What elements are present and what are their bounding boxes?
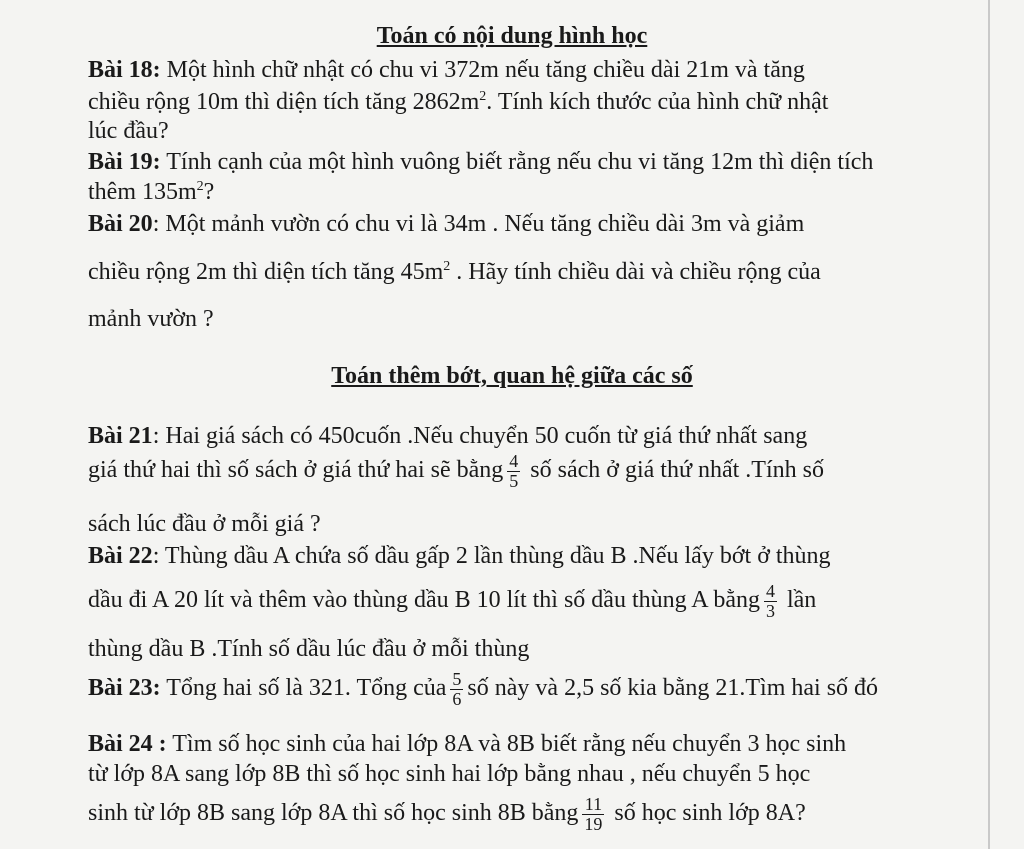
- problem-21-line-3: sách lúc đầu ở mỗi giá ?: [88, 511, 321, 537]
- section-title-relations: Toán thêm bớt, quan hệ giữa các số: [331, 363, 693, 389]
- problem-22-line-3: thùng dầu B .Tính số dầu lúc đầu ở mỗi thùng: [88, 636, 530, 662]
- page-edge: [988, 0, 990, 849]
- problem-label: Bài 20: [88, 211, 153, 237]
- problem-label: Bài 23:: [88, 675, 161, 702]
- problem-21-line-1: Bài 21: Hai giá sách có 450cuốn .Nếu chuyển 50 cuốn từ giá thứ nhất sang: [88, 423, 808, 449]
- fraction: $\frac{5}{6}$: [452, 669, 462, 709]
- fraction: $\frac{4}{5}$: [509, 451, 519, 491]
- problem-label: Bài 21: [88, 423, 153, 449]
- problem-23-line-1: Bài 23: Tổng hai số là 321. Tổng của $\frac{5}{6}$ số này và 2,5 số kia bằng 21.Tìm hai số đó: [88, 669, 879, 709]
- problem-19-line-1: Bài 19: Tính cạnh của một hình vuông biết rằng nếu chu vi tăng 12m thì diện tích: [88, 149, 874, 175]
- problem-24-line-3: sinh từ lớp 8B sang lớp 8A thì số học sinh 8B bằng $\frac{11}{19}$ số học sinh lớp 8A?: [88, 794, 806, 834]
- fraction: $\frac{4}{3}$: [765, 581, 775, 621]
- problem-18-line-3: lúc đầu?: [88, 118, 169, 144]
- problem-18-line-1: Bài 18: Một hình chữ nhật có chu vi 372m nếu tăng chiều dài 21m và tăng: [88, 57, 805, 83]
- problem-18-line-2: chiều rộng 10m thì diện tích tăng $2862m^2$. Tính kích thước của hình chữ nhật: [88, 89, 829, 115]
- problem-21-line-2: giá thứ hai thì số sách ở giá thứ hai sẽ bằng $\frac{4}{5}$ số sách ở giá thứ nhất .Tính số: [88, 451, 824, 491]
- problem-20-line-3: mảnh vườn ?: [88, 306, 214, 332]
- problem-label: Bài 18:: [88, 57, 161, 83]
- problem-label: Bài 22: [88, 543, 153, 569]
- problem-22-line-1: Bài 22: Thùng dầu A chứa số dầu gấp 2 lần thùng dầu B .Nếu lấy bớt ở thùng: [88, 543, 831, 569]
- problem-label: Bài 24 :: [88, 731, 167, 757]
- fraction: $\frac{11}{19}$: [584, 794, 603, 834]
- problem-22-line-2: dầu đi A 20 lít và thêm vào thùng dầu B 10 lít thì số dầu thùng A bằng $\frac{4}{3}$ lần: [88, 581, 817, 621]
- problem-24-line-1: Bài 24 : Tìm số học sinh của hai lớp 8A và 8B biết rằng nếu chuyển 3 học sinh: [88, 731, 847, 757]
- problem-19-line-2: thêm $135m^2$?: [88, 179, 215, 205]
- problem-label: Bài 19:: [88, 149, 161, 175]
- problem-24-line-2: từ lớp 8A sang lớp 8B thì số học sinh hai lớp bằng nhau , nếu chuyển 5 học: [88, 761, 811, 787]
- section-title-geometry: Toán có nội dung hình học: [376, 23, 648, 49]
- problem-20-line-2: chiều rộng 2m thì diện tích tăng $45m^2$ . Hãy tính chiều dài và chiều rộng của: [88, 259, 821, 285]
- problem-20-line-1: Bài 20: Một mảnh vườn có chu vi là 34m . Nếu tăng chiều dài 3m và giảm: [88, 211, 805, 237]
